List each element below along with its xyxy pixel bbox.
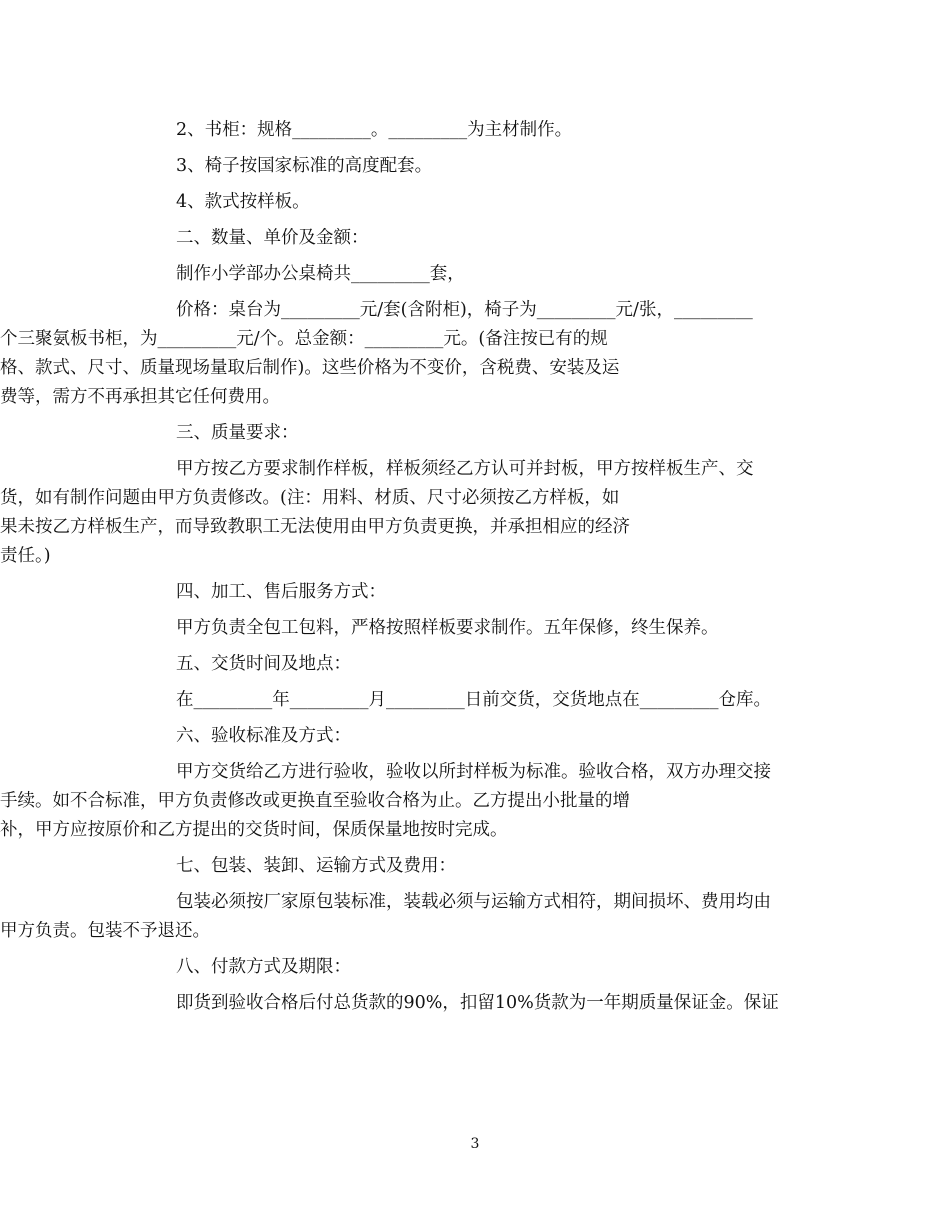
paragraph (176, 614, 812, 643)
paragraph (176, 188, 812, 217)
text-line: 甲方负责。包装不予退还。 (0, 921, 210, 941)
text-line: 2、书柜：规格_________。_________为主材制作。 (176, 120, 573, 140)
paragraph (176, 989, 812, 1018)
text-line: 甲方按乙方要求制作样板，样板须经乙方认可并封板，甲方按样板生产、交 (176, 459, 754, 479)
section-heading (176, 650, 812, 679)
text-line: 货，如有制作问题由甲方负责修改。(注：用料、材质、尺寸必须按乙方样板，如 (0, 488, 620, 508)
text-line: 补，甲方应按原价和乙方提出的交货时间，保质保量地按时完成。 (0, 820, 508, 840)
text-line: 制作小学部办公桌椅共_________套， (176, 264, 465, 284)
paragraph (0, 455, 812, 571)
text-line: 责任。) (0, 546, 51, 566)
text-line: 三、质量要求： (176, 423, 299, 443)
text-line: 四、加工、售后服务方式： (176, 582, 386, 602)
text-line: 个三聚氨板书柜，为_________元/个。总金额：_________元。(备注按已有的规 (0, 329, 608, 349)
text-line: 4、款式按样板。 (176, 192, 310, 212)
section-heading (176, 852, 812, 881)
text-line: 二、数量、单价及金额： (176, 228, 369, 248)
text-line: 八、付款方式及期限： (176, 957, 351, 977)
section-heading (176, 224, 812, 253)
text-line: 3、椅子按国家标准的高度配套。 (176, 156, 433, 176)
page-number: 3 (470, 1136, 480, 1152)
paragraph (176, 686, 812, 715)
section-heading (176, 953, 812, 982)
section-heading (176, 578, 812, 607)
text-line: 即货到验收合格后付总货款的90%，扣留10%货款为一年期质量保证金。保证 (176, 993, 779, 1013)
paragraph (0, 296, 812, 412)
text-line: 格、款式、尺寸、质量现场量取后制作)。这些价格为不变价，含税费、安装及运 (0, 358, 620, 378)
text-line: 在_________年_________月_________日前交货，交货地点在_________仓库。 (176, 690, 771, 710)
section-heading (176, 419, 812, 448)
paragraph (176, 260, 812, 289)
text-line: 包装必须按厂家原包装标准，装载必须与运输方式相符，期间损坏、费用均由 (176, 892, 771, 912)
text-line: 七、包装、装卸、运输方式及费用： (176, 856, 456, 876)
text-line: 五、交货时间及地点： (176, 654, 351, 674)
section-heading (176, 722, 812, 751)
paragraph (0, 758, 812, 845)
paragraph (176, 152, 812, 181)
document-body (0, 116, 812, 1025)
text-line: 六、验收标准及方式： (176, 726, 351, 746)
text-line: 费等，需方不再承担其它任何费用。 (0, 387, 280, 407)
text-line: 果未按乙方样板生产，而导致教职工无法使用由甲方负责更换，并承担相应的经济 (0, 517, 630, 537)
paragraph (176, 116, 812, 145)
text-line: 甲方交货给乙方进行验收，验收以所封样板为标准。验收合格，双方办理交接 (176, 762, 771, 782)
paragraph (0, 888, 812, 946)
text-line: 手续。如不合标准，甲方负责修改或更换直至验收合格为止。乙方提出小批量的增 (0, 791, 630, 811)
text-line: 甲方负责全包工包料，严格按照样板要求制作。五年保修，终生保养。 (176, 618, 719, 638)
text-line: 价格：桌台为_________元/套(含附柜)，椅子为_________元/张，_________ (176, 300, 753, 320)
